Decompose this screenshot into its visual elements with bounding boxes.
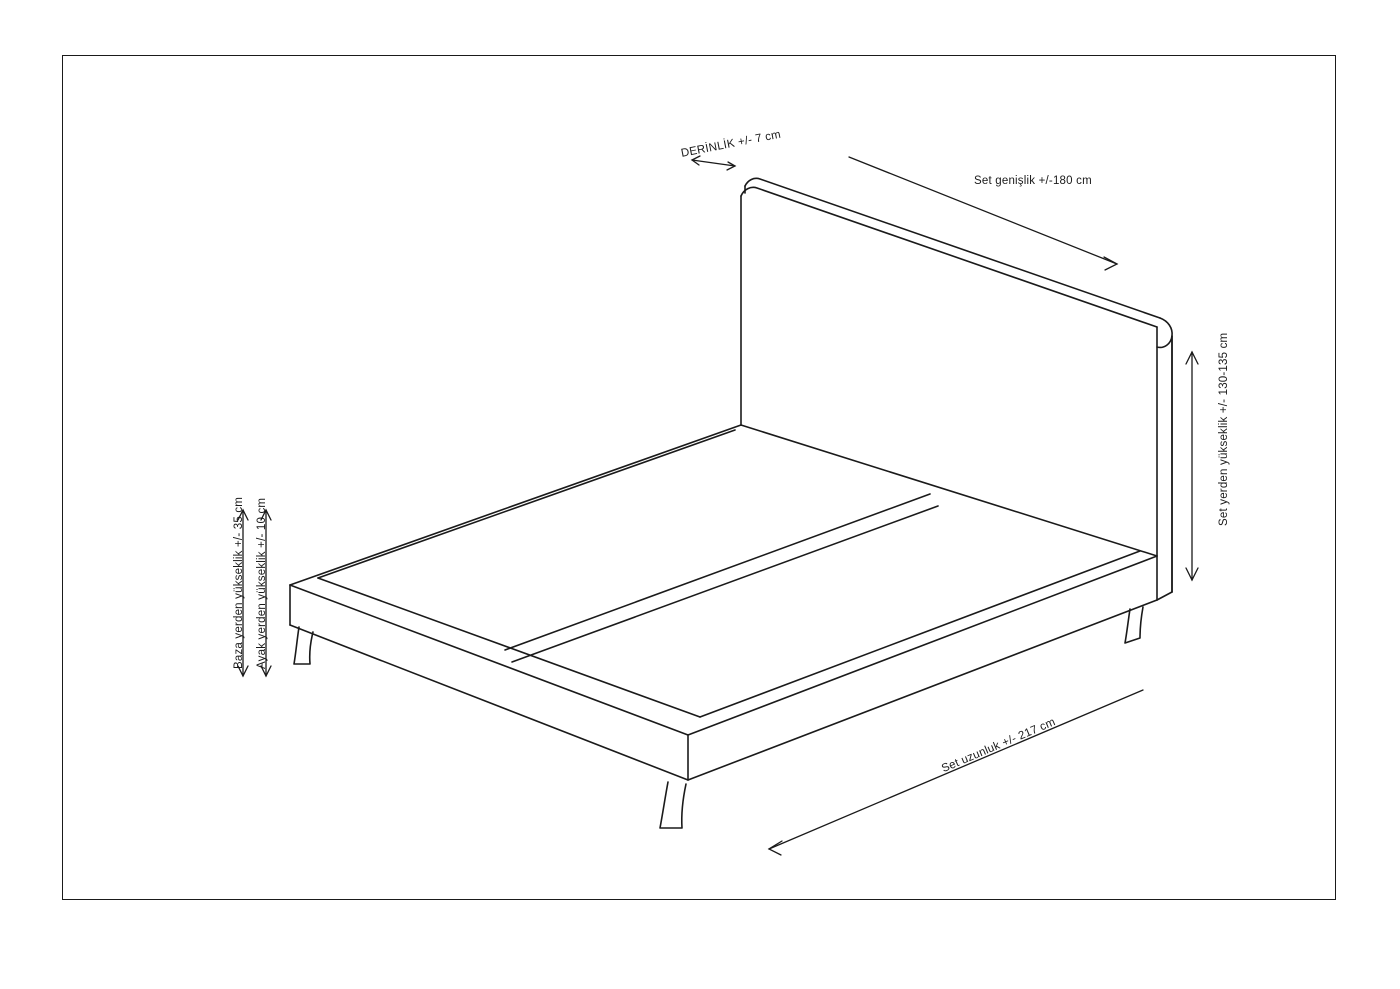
base-height-label: Baza yerden yükseklik +/- 35 cm [233, 496, 245, 669]
set-length-label: Set uzunluk +/- 217 cm [940, 716, 1058, 776]
set-height-arrow [1186, 352, 1198, 580]
bed-legs [294, 607, 1143, 828]
depth-label: DERİNLİK +/- 7 cm [680, 128, 782, 160]
bed-base-top [290, 425, 1157, 735]
bed-base-sides [290, 336, 1172, 780]
foot-height-label: Ayak yerden yükseklik +/- 10 cm [256, 497, 268, 669]
set-length-arrow [769, 690, 1143, 855]
set-width-arrow [849, 157, 1117, 270]
headboard-shape [741, 178, 1172, 592]
dimension-arrows [238, 156, 1198, 855]
set-height-label: Set yerden yükseklik +/- 130-135 cm [1218, 332, 1230, 526]
depth-arrow [692, 156, 735, 170]
set-width-label: Set genişlik +/-180 cm [974, 175, 1092, 187]
